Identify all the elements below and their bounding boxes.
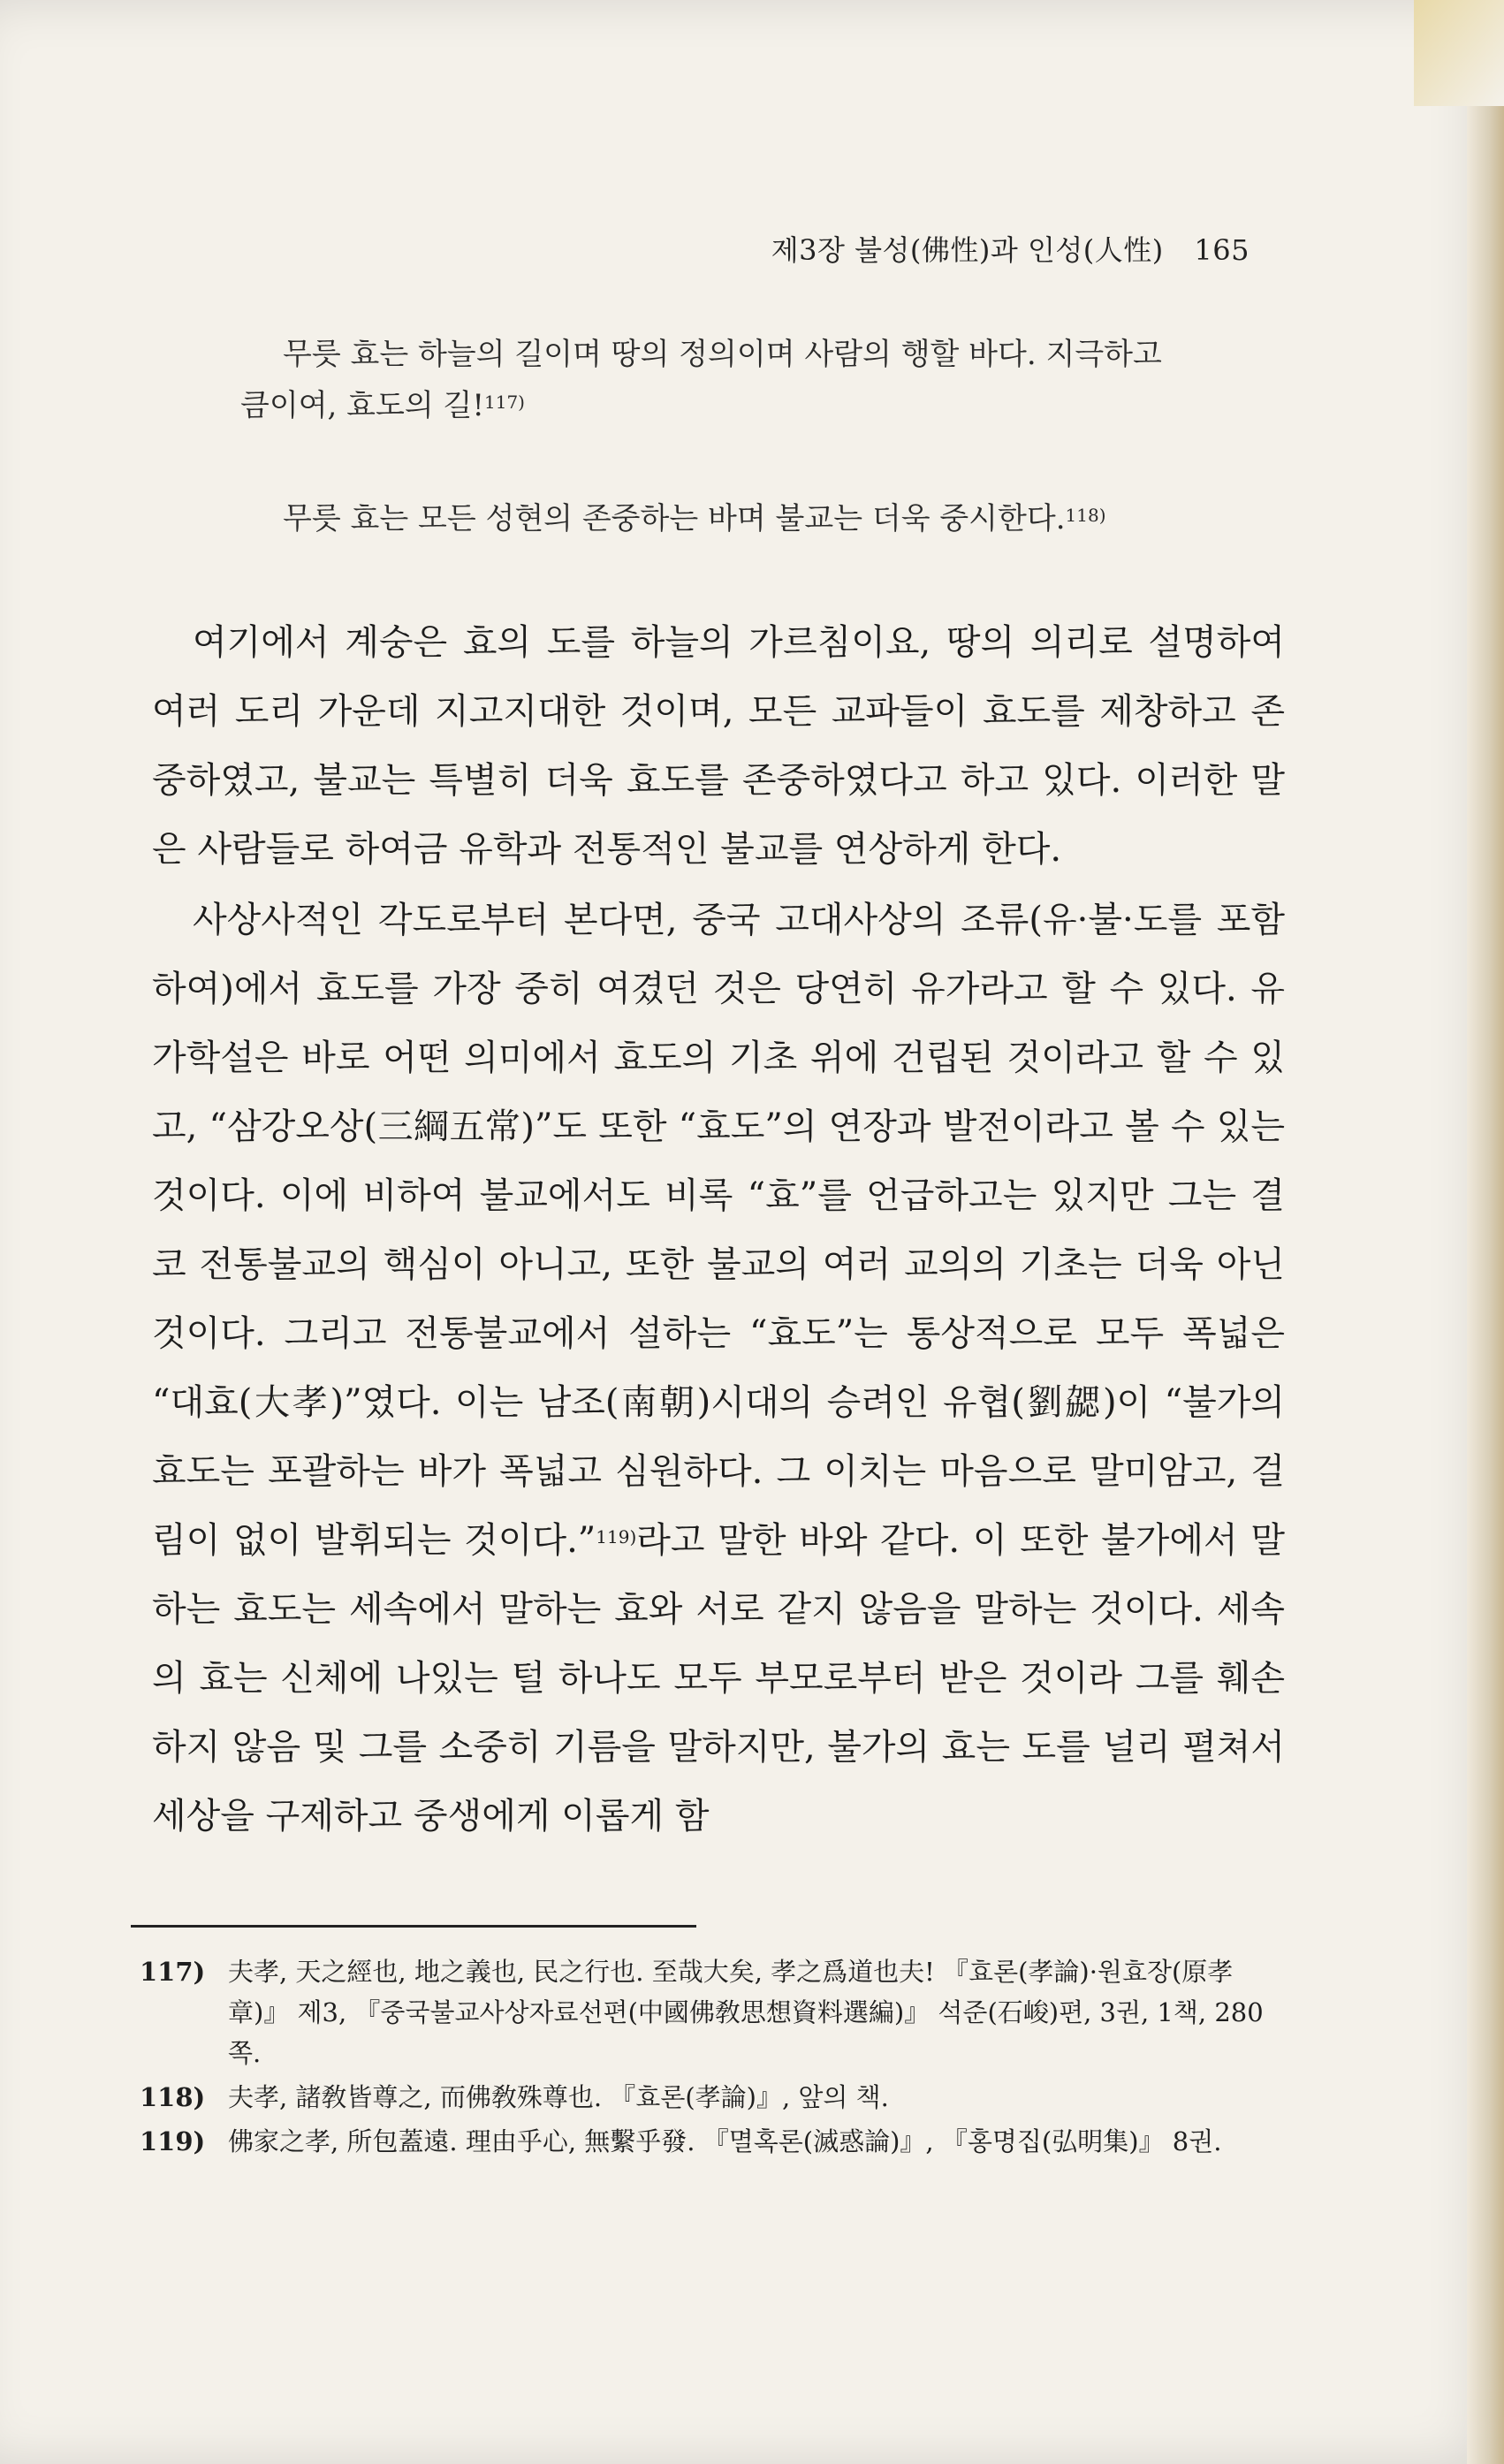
footnote-number: 117) (140, 1957, 206, 1987)
footnote-ref-118: 118) (1065, 505, 1106, 526)
footnote-text: 夫孝, 天之經也, 地之義也, 民之行也. 至哉大矣, 孝之爲道也夫! 『효론(孝論)·원효장(原孝章)』 제3, 『중국불교사상자료선편(中國佛敎思想資料選編)』 석준(石峻)편, 3권, 1책, 280쪽. (228, 1957, 1264, 2068)
footnote-ref-117: 117) (484, 392, 525, 413)
paragraph-2-part-b: 라고 말한 바와 같다. 이 또한 불가에서 말하는 효도는 세속에서 말하는 효와 서로 같지 않음을 말하는 것이다. 세속의 효는 신체에 나있는 털 하나도 모두 부모로부터 받은 것이라 그를 훼손하지 않음 및 그를 소중히 기름을 말하지만, 불가의 효는 도를 널리 펼쳐서 세상을 구제하고 중생에게 이롭게 함 (152, 1520, 1285, 1837)
page-edge-shadow (1467, 0, 1504, 2464)
footnote-divider (131, 1925, 696, 1928)
footnote-text: 佛家之孝, 所包蓋遠. 理由乎心, 無繫乎發. 『멸혹론(滅惑論)』, 『홍명집(弘明集)』 8권. (228, 2126, 1222, 2156)
footnotes (140, 1951, 1288, 2165)
quote-2-text: 무릇 효는 모든 성현의 존중하는 바며 불교는 더욱 중시한다. (283, 501, 1066, 536)
block-quote-1 (240, 329, 1283, 431)
quote-1-line-1: 무릇 효는 하늘의 길이며 땅의 정의이며 사람의 행할 바다. 지극하고 (283, 337, 1162, 372)
page-corner-stain (1414, 0, 1504, 106)
paragraph-2 (152, 886, 1285, 1851)
quote-1-line-2 (240, 380, 1283, 431)
paragraph-1: 여기에서 계숭은 효의 도를 하늘의 가르침이요, 땅의 의리로 설명하여 여러 도리 가운데 지고지대한 것이며, 모든 교파들이 효도를 제창하고 존중하였고, 불교는 특별히 더욱 효도를 존중하였다고 하고 있다. 이러한 말은 사람들로 하여금 유학과 전통적인 불교를 연상하게 한다. (152, 622, 1285, 870)
footnote-number: 118) (140, 2082, 206, 2112)
body-text (152, 608, 1285, 1851)
footnote-ref-119: 119) (596, 1526, 637, 1548)
block-quote-2 (283, 493, 1281, 544)
footnote-text: 夫孝, 諸敎皆尊之, 而佛敎殊尊也. 『효론(孝論)』, 앞의 책. (228, 2082, 889, 2112)
footnote-119 (140, 2121, 1288, 2162)
chapter-title: 제3장 불성(佛性)과 인성(人性) (771, 233, 1164, 267)
footnote-118 (140, 2077, 1288, 2118)
page-number: 165 (1194, 233, 1250, 267)
quote-1-line-2-text: 큼이여, 효도의 길! (240, 388, 484, 423)
running-header (771, 228, 1250, 269)
footnote-number: 119) (140, 2126, 206, 2156)
footnote-117 (140, 1951, 1288, 2073)
paragraph-2-part-a: 사상사적인 각도로부터 본다면, 중국 고대사상의 조류(유·불·도를 포함하여)에서 효도를 가장 중히 여겼던 것은 당연히 유가라고 할 수 있다. 유가학설은 바로 어떤 의미에서 효도의 기초 위에 건립된 것이라고 할 수 있고, “삼강오상(三綱五常)”도 또한 “효도”의 연장과 발전이라고 볼 수 있는 것이다. 이에 비하여 불교에서도 비록 “효”를 언급하고는 있지만 그는 결코 전통불교의 핵심이 아니고, 또한 불교의 여러 교의의 기초는 더욱 아닌 것이다. 그리고 전통불교에서 설하는 “효도”는 통상적으로 모두 폭넓은 “대효(大孝)”였다. 이는 남조(南朝)시대의 승려인 유협(劉勰)이 “불가의 효도는 포괄하는 바가 폭넓고 심원하다. 그 이치는 마음으로 말미암고, 걸림이 없이 발휘되는 것이다.” (152, 900, 1285, 1561)
